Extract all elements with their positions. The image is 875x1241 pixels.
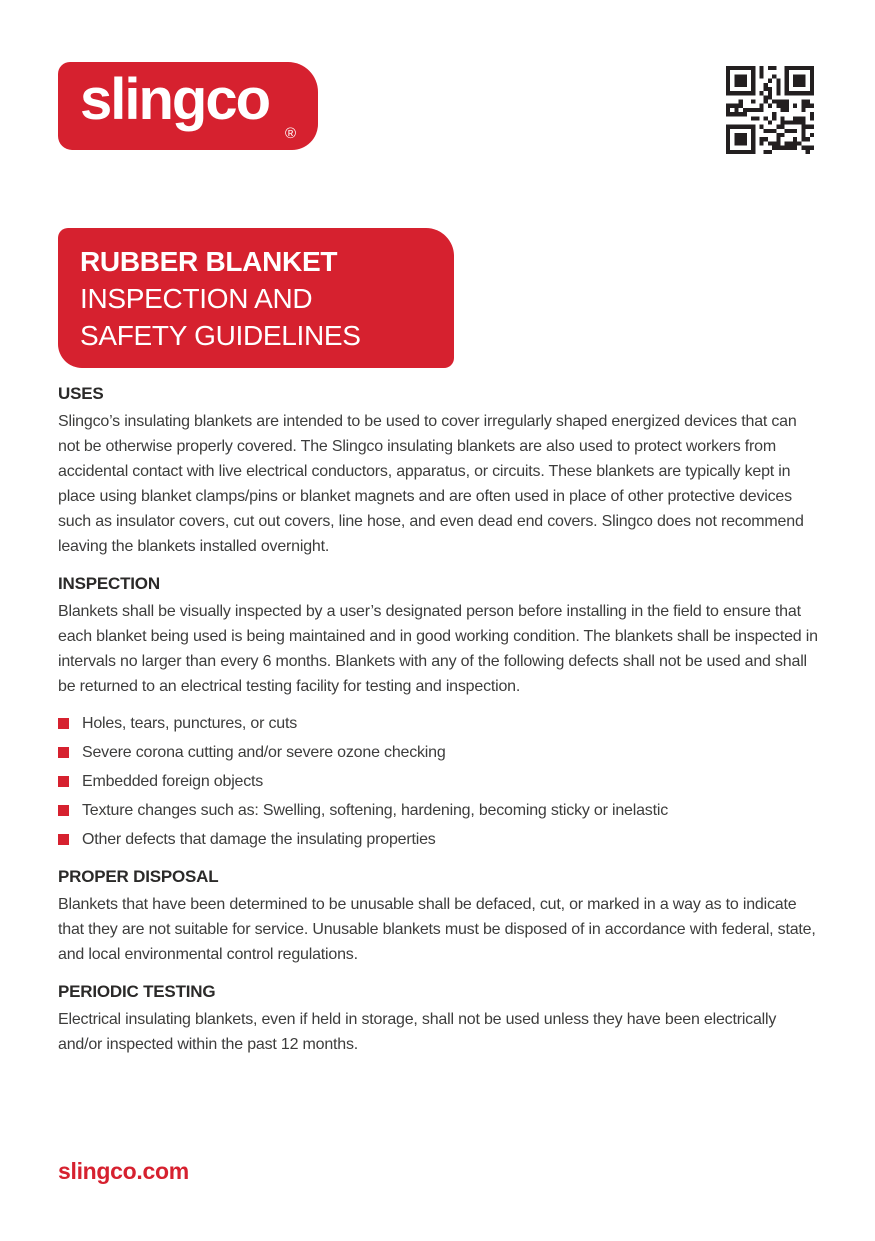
section-heading-proper-disposal: PROPER DISPOSAL	[58, 867, 219, 886]
footer-website-link[interactable]: slingco.com	[58, 1158, 189, 1184]
list-item-text: Texture changes such as: Swelling, softening, hardening, becoming sticky or inelastic	[82, 802, 668, 819]
section-text-inspection: Blankets shall be visually inspected by a user’s designated person before installing in the field to ensure that each blanket being used is being maintained and in good working condition. The blankets shall be inspected in intervals no larger than every 6 months. Blankets with any of the following defects shall not be used and shall be returned to an electrical testing facility for testing and inspection.	[58, 603, 818, 695]
bullet-square-icon	[58, 747, 69, 758]
list-item-text: Severe corona cutting and/or severe ozone checking	[82, 744, 446, 761]
section-heading-periodic-testing: PERIODIC TESTING	[58, 982, 216, 1001]
title-banner	[58, 228, 454, 368]
section-text-proper-disposal: Blankets that have been determined to be unusable shall be defaced, cut, or marked in a way as to indicate that they are not suitable for service. Unusable blankets must be disposed of in accordance with federal, state, and local environmental control regulations.	[58, 896, 816, 963]
document-title-line-1: RUBBER BLANKET	[80, 246, 338, 277]
section-heading-uses: USES	[58, 384, 104, 403]
list-item-text: Embedded foreign objects	[82, 773, 264, 790]
bullet-square-icon	[58, 805, 69, 816]
document-title-line-2: INSPECTION AND	[80, 283, 313, 314]
list-item	[58, 798, 820, 823]
document-body	[58, 383, 820, 1057]
registered-trademark-symbol: ®	[284, 125, 296, 142]
section-text-periodic-testing: Electrical insulating blankets, even if held in storage, shall not be used unless they have been electrically and/or inspected within the past 12 months.	[58, 1011, 777, 1053]
list-item	[58, 711, 820, 736]
list-item-text: Holes, tears, punctures, or cuts	[82, 715, 298, 732]
defect-list	[58, 711, 820, 852]
list-item	[58, 740, 820, 765]
bullet-square-icon	[58, 718, 69, 729]
slingco-logo	[58, 62, 318, 150]
qr-code-icon	[725, 66, 815, 154]
bullet-square-icon	[58, 776, 69, 787]
section-text-uses: Slingco’s insulating blankets are intended to be used to cover irregularly shaped energized devices that can not be otherwise properly covered. The Slingco insulating blankets are also used to protect workers from accidental contact with live electrical conductors, apparatus, or circuits. These blankets are typically kept in place using blanket clamps/pins or blanket magnets and are often used in place of other protective devices such as insulator covers, cut out covers, line hose, and even dead end covers. Slingco does not recommend leaving the blankets installed overnight.	[58, 413, 804, 555]
bullet-square-icon	[58, 834, 69, 845]
document-title-line-3: SAFETY GUIDELINES	[80, 320, 361, 351]
section-heading-inspection: INSPECTION	[58, 574, 160, 593]
list-item	[58, 769, 820, 794]
list-item-text: Other defects that damage the insulating properties	[82, 831, 436, 848]
list-item	[58, 827, 820, 852]
slingco-wordmark: slingco	[80, 67, 270, 132]
